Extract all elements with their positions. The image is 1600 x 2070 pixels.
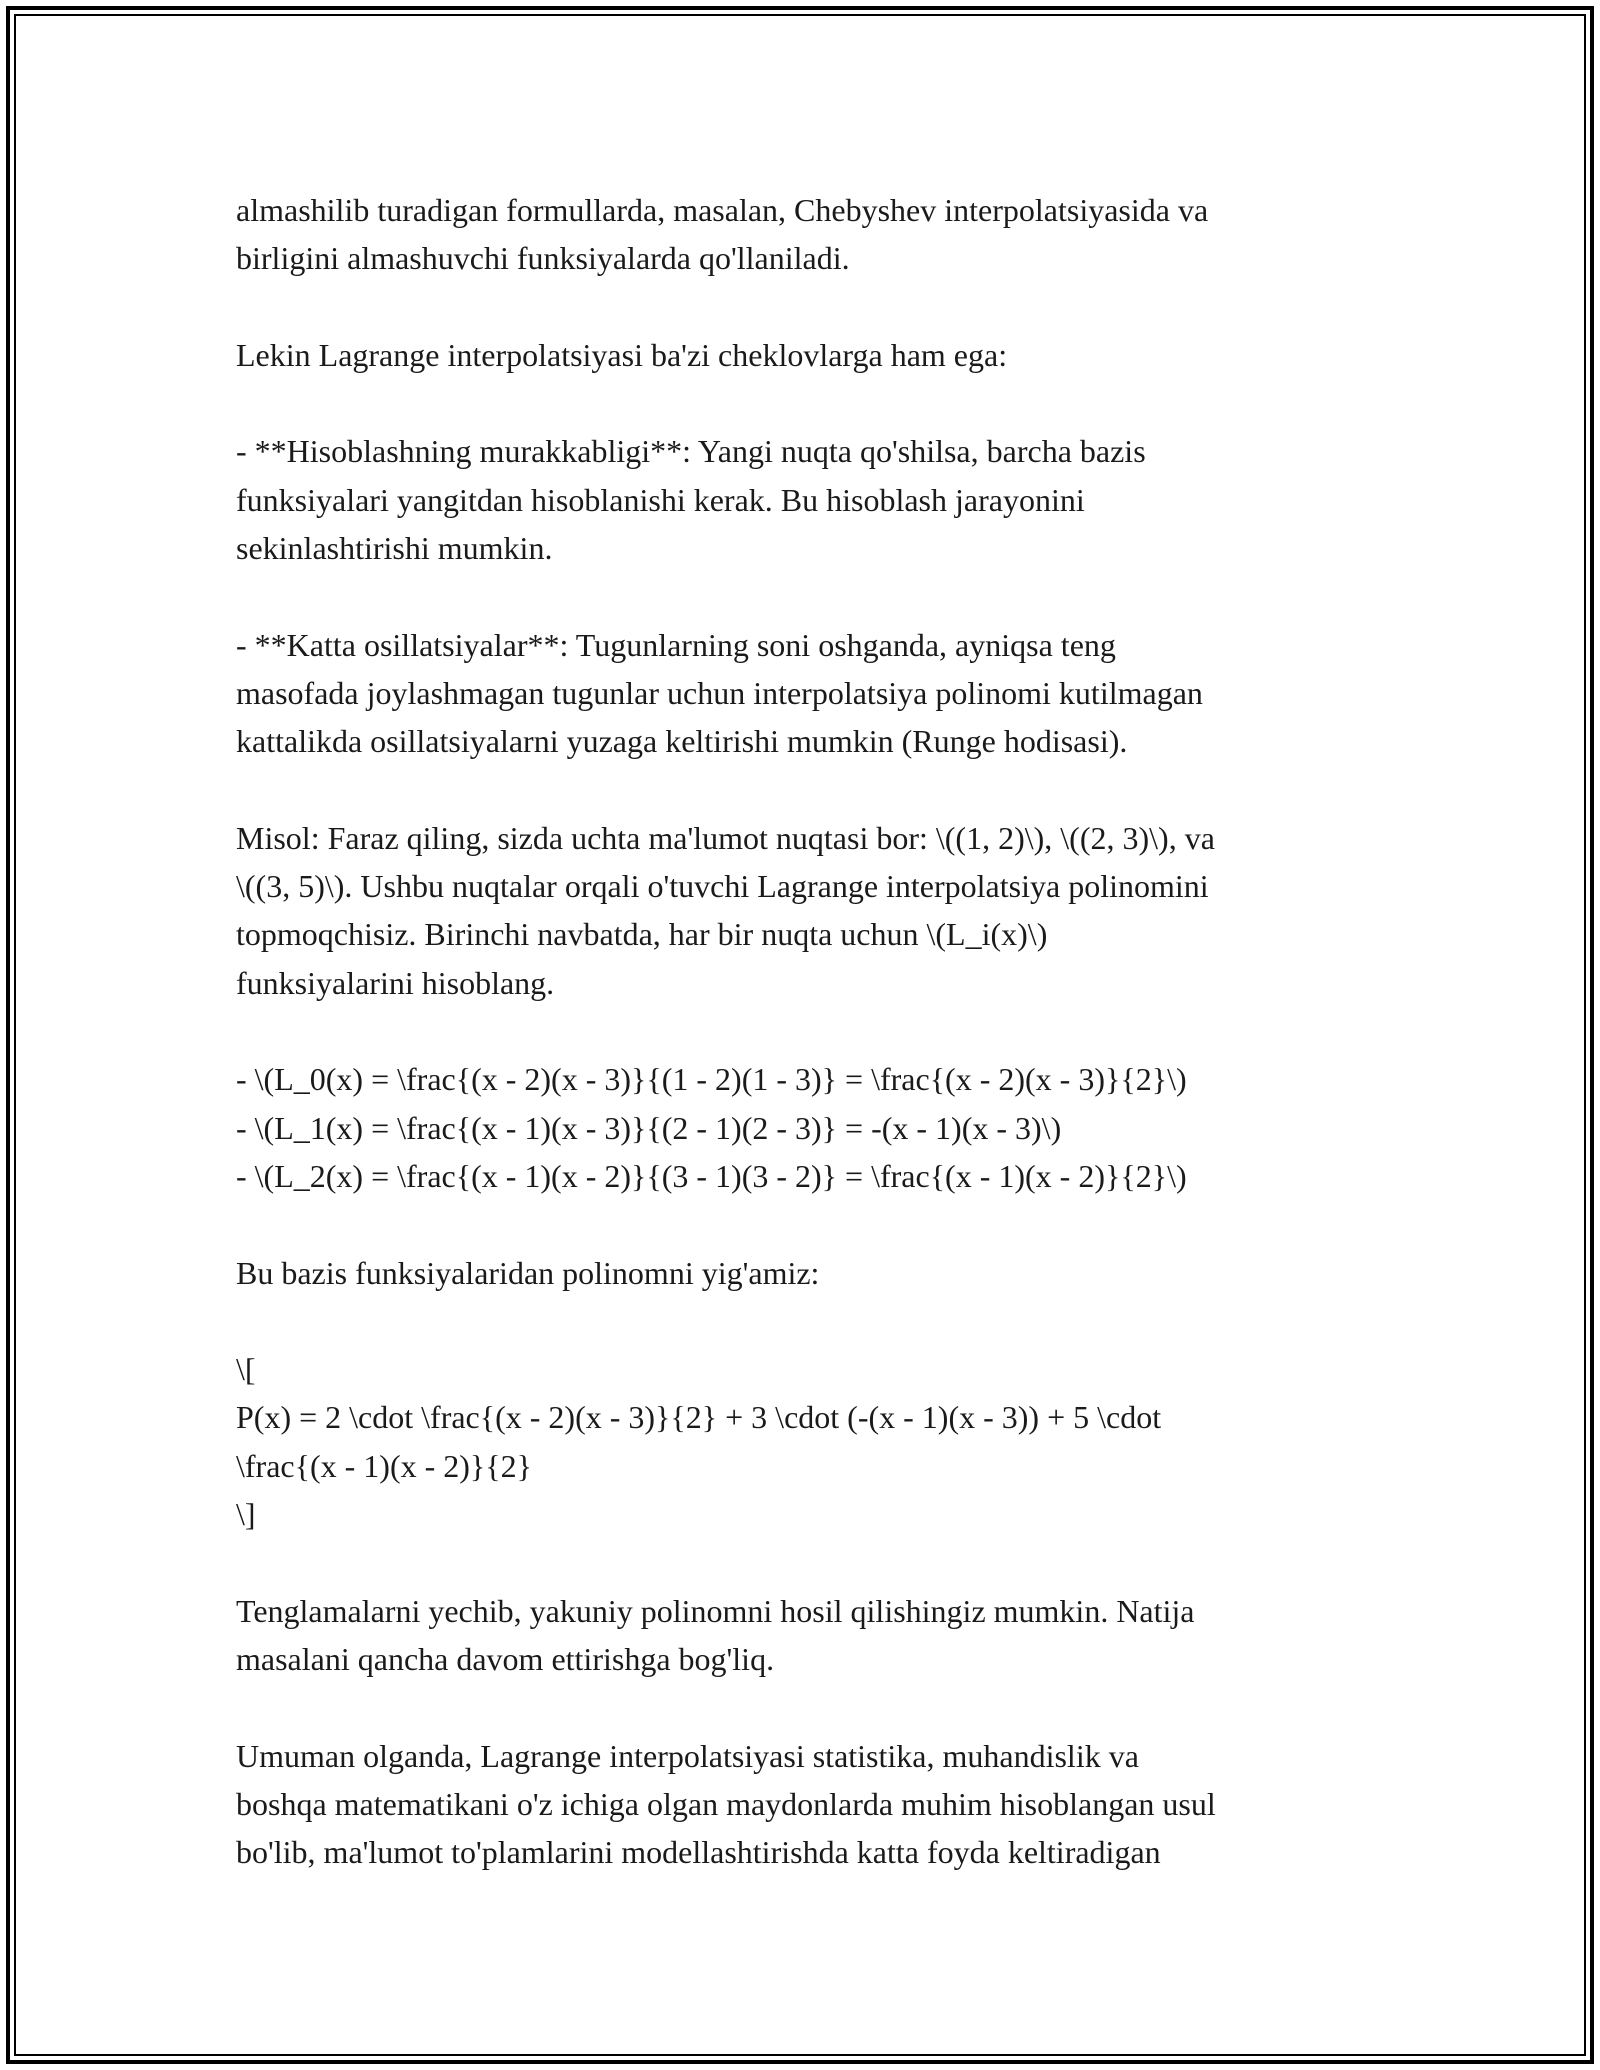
text-line: \((3, 5)\). Ushbu nuqtalar orqali o'tuvchi Lagrange interpolatsiya polinomini (236, 868, 1209, 905)
formula-line: - \(L_1(x) = \frac{(x - 1)(x - 3)}{(2 - 1)(2 - 3)} = -(x - 1)(x - 3)\) (236, 1109, 1062, 1146)
paragraph-gap (236, 1200, 1376, 1248)
paragraph-gap (236, 572, 1376, 620)
text-line: Umuman olganda, Lagrange interpolatsiyasi statistika, muhandislik va (236, 1737, 1139, 1774)
text-line: masalani qancha davom ettirishga bog'liq. (236, 1640, 775, 1677)
text-line: Lekin Lagrange interpolatsiyasi ba'zi cheklovlarga ham ega: (236, 336, 1008, 373)
text-line: Tenglamalarni yechib, yakuniy polinomni hosil qilishingiz mumkin. Natija (236, 1592, 1195, 1629)
paragraph-gap (236, 283, 1376, 331)
formula-line: P(x) = 2 \cdot \frac{(x - 2)(x - 3)}{2} + 3 \cdot (-(x - 1)(x - 3)) + 5 \cdot (236, 1399, 1162, 1436)
formula-line: \] (236, 1496, 256, 1533)
formula-line: - \(L_2(x) = \frac{(x - 1)(x - 2)}{(3 - 1)(3 - 2)} = \frac{(x - 1)(x - 2)}{2}\) (236, 1157, 1187, 1194)
formula-line: - \(L_0(x) = \frac{(x - 2)(x - 3)}{(1 - 2)(1 - 3)} = \frac{(x - 2)(x - 3)}{2}\) (236, 1061, 1187, 1098)
paragraph-gap (236, 379, 1376, 427)
paragraph-gap (236, 1297, 1376, 1345)
text-line: almashilib turadigan formullarda, masalan, Chebyshev interpolatsiyasida va (236, 192, 1209, 228)
text-line: sekinlashtirishi mumkin. (236, 530, 553, 567)
text-line: bo'lib, ma'lumot to'plamlarini modellashtirishda katta foyda keltiradigan (236, 1834, 1161, 1871)
text-line: kattalikda osillatsiyalarni yuzaga keltirishi mumkin (Runge hodisasi). (236, 723, 1128, 760)
paragraph-gap (236, 1683, 1376, 1731)
text-line: - **Katta osillatsiyalar**: Tugunlarning soni oshganda, ayniqsa teng (236, 626, 1116, 663)
formula-line: \[ (236, 1351, 256, 1388)
formula-line: \frac{(x - 1)(x - 2)}{2} (236, 1447, 532, 1484)
paragraph-gap (236, 766, 1376, 814)
text-line: birligini almashuvchi funksiyalarda qo'llaniladi. (236, 240, 850, 277)
document-body (236, 186, 1376, 1876)
text-line: - **Hisoblashning murakkabligi**: Yangi nuqta qo'shilsa, barcha bazis (236, 433, 1146, 470)
text-line: boshqa matematikani o'z ichiga olgan maydonlarda muhim hisoblangan usul (236, 1785, 1216, 1822)
text-line: Bu bazis funksiyalaridan polinomni yig'amiz: (236, 1254, 820, 1291)
text-line: topmoqchisiz. Birinchi navbatda, har bir nuqta uchun \(L_i(x)\) (236, 916, 1048, 953)
text-line: Misol: Faraz qiling, sizda uchta ma'lumot nuqtasi bor: \((1, 2)\), \((2, 3)\), va (236, 819, 1215, 856)
text-line: funksiyalarini hisoblang. (236, 964, 555, 1001)
text-line: masofada joylashmagan tugunlar uchun interpolatsiya polinomi kutilmagan (236, 674, 1203, 711)
paragraph-gap (236, 1007, 1376, 1055)
text-line: funksiyalari yangitdan hisoblanishi kerak. Bu hisoblash jarayonini (236, 481, 1085, 518)
paragraph-gap (236, 1538, 1376, 1586)
